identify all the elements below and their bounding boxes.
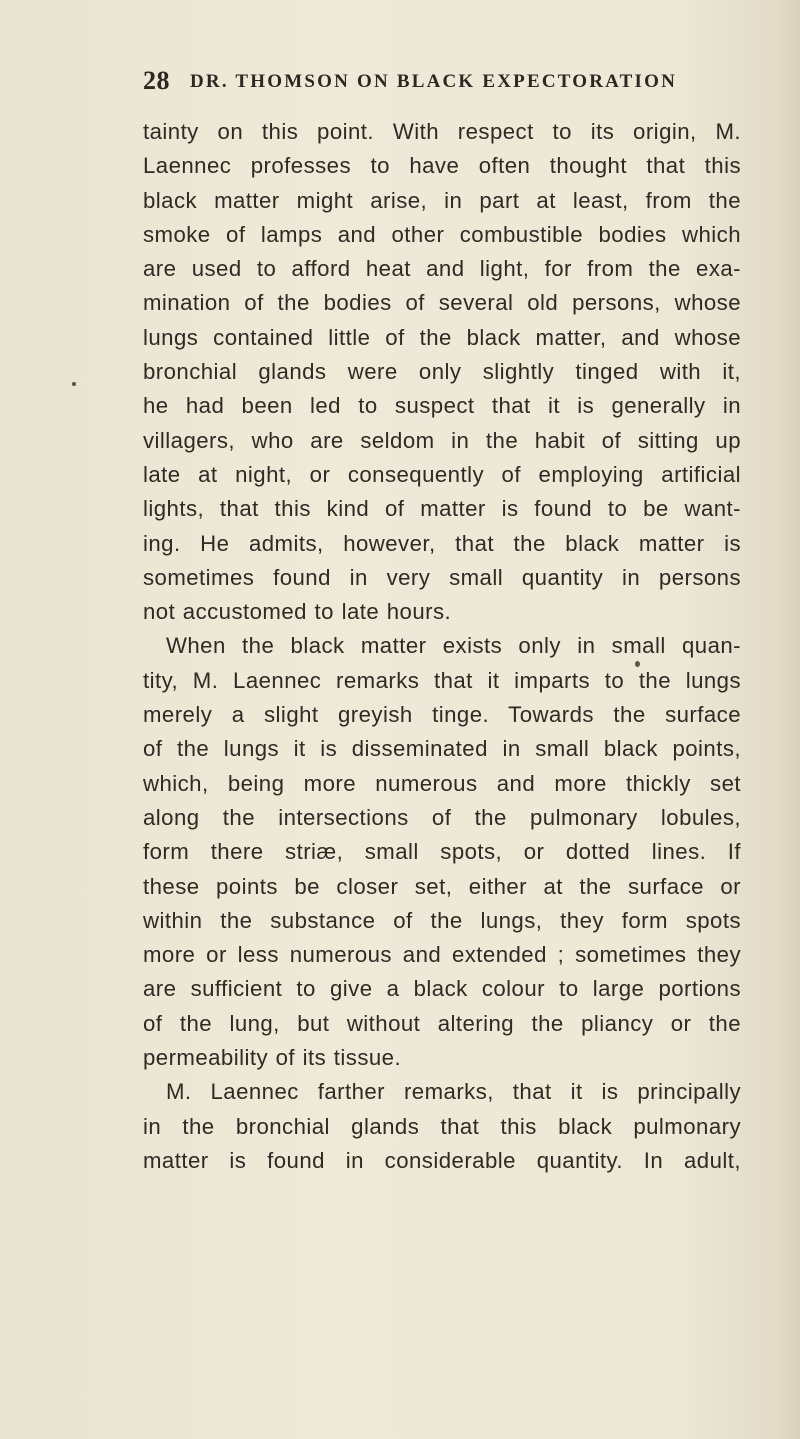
body-text [143, 115, 741, 1178]
text-line: in the bronchial glands that this black pulmonary [143, 1113, 741, 1139]
text-line: form there striæ, small spots, or dotted lines. If [143, 839, 741, 865]
text-line: tity, M. Laennec remarks that it imparts to the lungs [143, 667, 741, 693]
text-line: late at night, or consequently of employing artificial [143, 461, 741, 487]
text-line: black matter might arise, in part at least, from the [143, 187, 741, 213]
text-line: of the lung, but without altering the pliancy or the [143, 1010, 741, 1036]
text-line: M. Laennec farther remarks, that it is principally [166, 1079, 741, 1105]
text-line: sometimes found in very small quantity in persons [143, 564, 741, 590]
text-line: more or less numerous and extended ; sometimes they [143, 942, 741, 968]
text-line: along the intersections of the pulmonary lobules, [143, 804, 741, 830]
running-head [143, 66, 723, 96]
text-line: When the black matter exists only in small quan- [166, 633, 741, 659]
text-line: bronchial glands were only slightly tinged with it, [143, 359, 741, 385]
print-speck [72, 382, 76, 386]
text-line: within the substance of the lungs, they form spots [143, 907, 741, 933]
text-line: are sufficient to give a black colour to large portions [143, 976, 741, 1002]
text-line: villagers, who are seldom in the habit of sitting up [143, 427, 741, 453]
text-line: of the lungs it is disseminated in small black points, [143, 736, 741, 762]
text-line: merely a slight greyish tinge. Towards the surface [143, 702, 741, 728]
text-line: lights, that this kind of matter is found to be want- [143, 496, 741, 522]
print-speck [635, 661, 640, 667]
text-line: these points be closer set, either at the surface or [143, 873, 741, 899]
text-line: are used to afford heat and light, for from the exa- [143, 256, 741, 282]
text-line: Laennec professes to have often thought that this [143, 153, 741, 179]
text-line: smoke of lamps and other combustible bodies which [143, 221, 741, 247]
text-line: tainty on this point. With respect to its origin, M. [143, 119, 741, 144]
text-line: which, being more numerous and more thickly set [143, 770, 741, 796]
text-line: he had been led to suspect that it is generally in [143, 393, 741, 419]
text-line: ing. He admits, however, that the black matter is [143, 530, 741, 556]
running-title: DR. THOMSON ON BLACK EXPECTORATION [190, 71, 678, 92]
text-line: permeability of its tissue. [143, 1045, 402, 1071]
text-line: not accustomed to late hours. [143, 599, 452, 625]
text-line: lungs contained little of the black matter, and whose [143, 324, 741, 350]
text-line: mination of the bodies of several old persons, whose [143, 290, 741, 316]
page-number: 28 [143, 66, 170, 95]
text-line: matter is found in considerable quantity. In adult, [143, 1147, 741, 1173]
